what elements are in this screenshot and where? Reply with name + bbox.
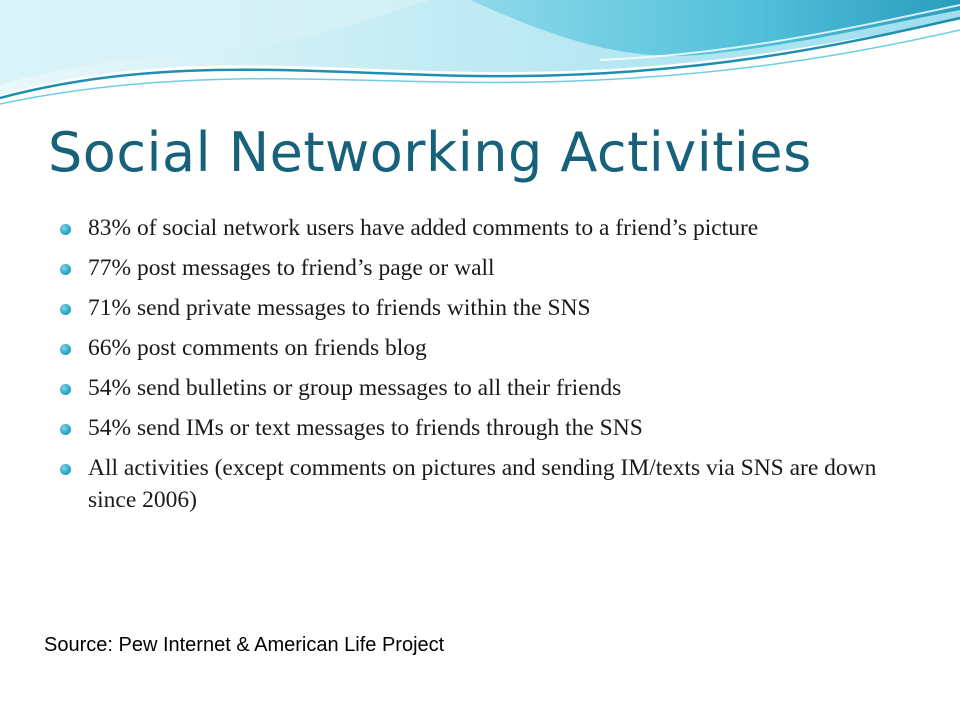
list-item <box>60 412 910 444</box>
list-item <box>60 252 910 284</box>
list-item <box>60 212 910 244</box>
round-bullet-icon <box>60 344 71 355</box>
list-item <box>60 452 910 516</box>
slide-title: Social Networking Activities <box>48 121 812 184</box>
list-item <box>60 332 910 364</box>
round-bullet-icon <box>60 224 71 235</box>
source-citation: Source: Pew Internet & American Life Project <box>44 634 445 656</box>
header-wave-decoration <box>0 0 960 110</box>
bullet-text: 66% post comments on friends blog <box>88 335 427 361</box>
round-bullet-icon <box>60 424 71 435</box>
list-item <box>60 292 910 324</box>
list-item <box>60 372 910 404</box>
round-bullet-icon <box>60 384 71 395</box>
bullet-text: 54% send IMs or text messages to friends through the SNS <box>88 415 643 441</box>
bullet-text: All activities (except comments on pictures and sending IM/texts via SNS are down since 2006) <box>88 455 877 513</box>
bullet-text: 54% send bulletins or group messages to all their friends <box>88 375 622 401</box>
bullet-text: 71% send private messages to friends within the SNS <box>88 295 591 321</box>
round-bullet-icon <box>60 464 71 475</box>
bullet-list <box>60 212 910 524</box>
round-bullet-icon <box>60 304 71 315</box>
round-bullet-icon <box>60 264 71 275</box>
bullet-text: 77% post messages to friend’s page or wall <box>88 255 495 281</box>
bullet-text: 83% of social network users have added comments to a friend’s picture <box>88 215 759 241</box>
